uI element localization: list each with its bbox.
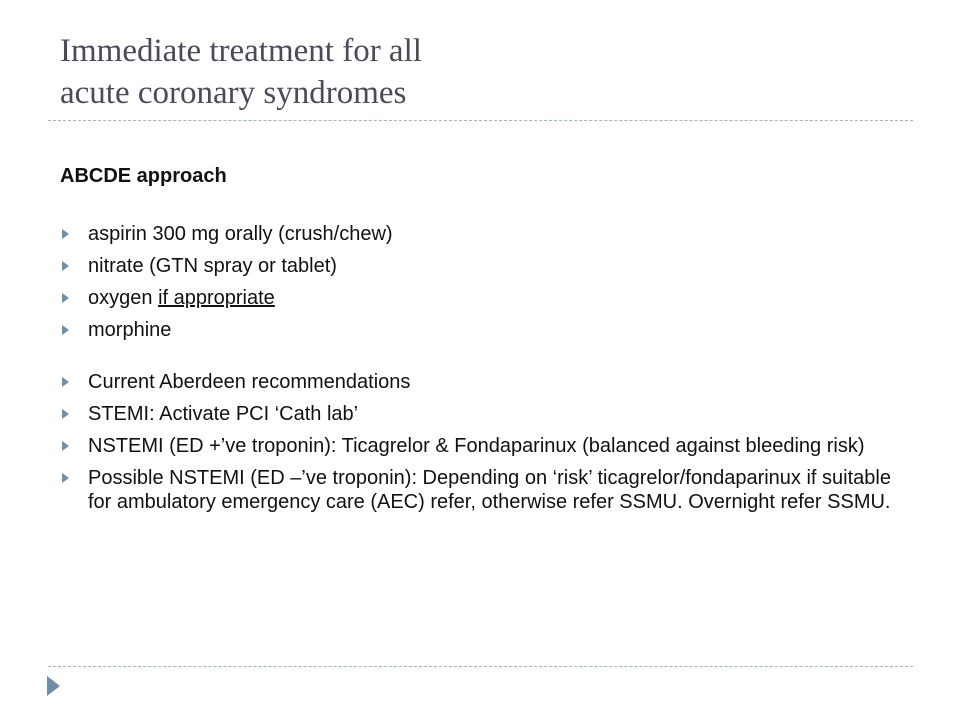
triangle-bullet-icon bbox=[62, 473, 69, 483]
title-line-1: Immediate treatment for all bbox=[60, 33, 422, 69]
title-line-2: acute coronary syndromes bbox=[60, 75, 407, 111]
section-heading: ABCDE approach bbox=[60, 165, 227, 187]
list-item-text: Current Aberdeen recommendations bbox=[88, 371, 411, 393]
list-item-text: morphine bbox=[88, 319, 172, 341]
triangle-bullet-icon bbox=[62, 377, 69, 387]
list-item bbox=[60, 434, 900, 458]
list-item-text: NSTEMI (ED +’ve troponin): Ticagrelor & Fondaparinux (balanced against bleeding risk) bbox=[88, 435, 865, 457]
slide-title bbox=[60, 30, 920, 114]
list-item bbox=[60, 370, 900, 394]
list-item bbox=[60, 286, 900, 310]
triangle-bullet-icon bbox=[62, 325, 69, 335]
treatment-list bbox=[60, 222, 900, 342]
triangle-bullet-icon bbox=[62, 229, 69, 239]
bottom-divider bbox=[48, 666, 913, 667]
list-item-text: oxygen bbox=[88, 287, 159, 309]
list-item-text: STEMI: Activate PCI ‘Cath lab’ bbox=[88, 403, 359, 425]
list-item bbox=[60, 466, 900, 514]
list-item bbox=[60, 222, 900, 246]
corner-triangle-icon bbox=[47, 676, 60, 696]
slide-content bbox=[60, 164, 900, 522]
list-item bbox=[60, 254, 900, 278]
underlined-text: if appropriate bbox=[158, 287, 275, 309]
list-item-text: Possible NSTEMI (ED –’ve troponin): Depending on ‘risk’ ticagrelor/fondaparinux if suitable for ambulatory emergency care (AEC) refer, otherwise refer SSMU. Overnight refer SSMU. bbox=[88, 467, 891, 513]
list-item bbox=[60, 402, 900, 426]
list-item bbox=[60, 318, 900, 342]
top-divider bbox=[48, 120, 913, 121]
list-item-text: nitrate (GTN spray or tablet) bbox=[88, 255, 337, 277]
triangle-bullet-icon bbox=[62, 441, 69, 451]
triangle-bullet-icon bbox=[62, 261, 69, 271]
triangle-bullet-icon bbox=[62, 409, 69, 419]
triangle-bullet-icon bbox=[62, 293, 69, 303]
list-item-text: aspirin 300 mg orally (crush/chew) bbox=[88, 223, 393, 245]
recommendation-list bbox=[60, 370, 900, 514]
